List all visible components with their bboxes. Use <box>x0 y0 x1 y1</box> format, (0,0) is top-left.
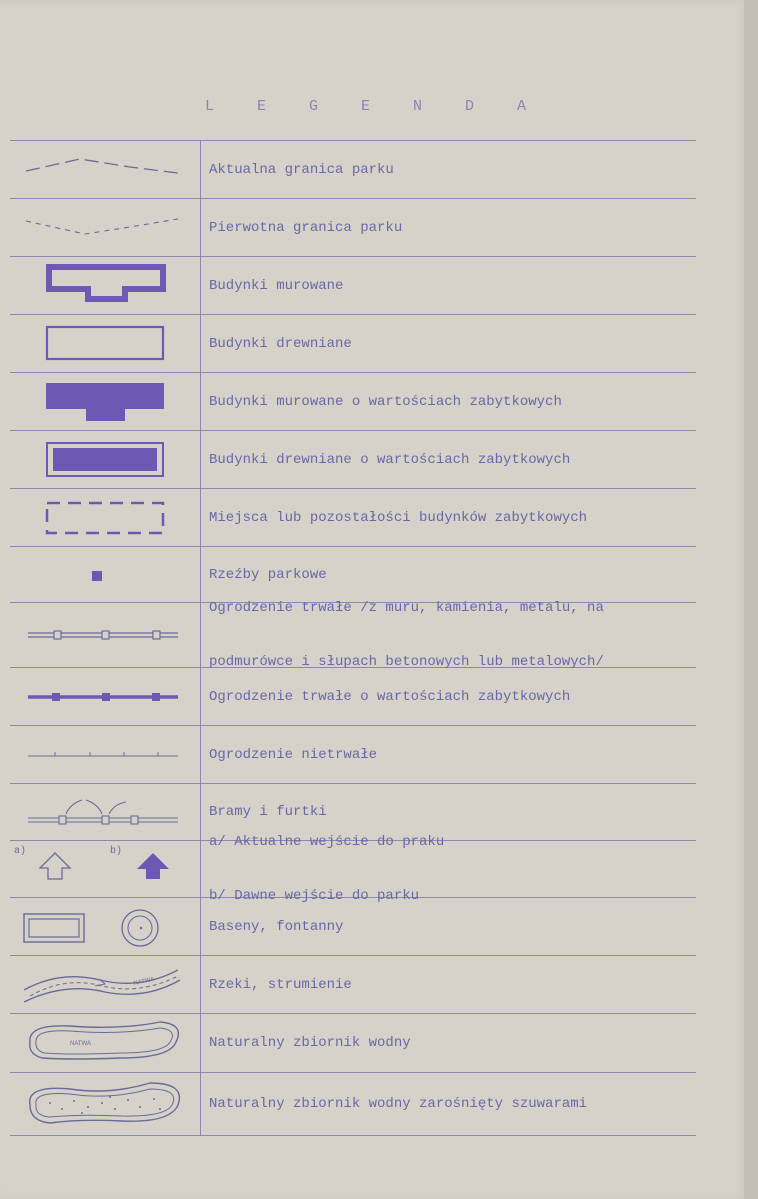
legend-label: Rzeźby parkowe <box>209 566 327 583</box>
page-edge <box>744 0 758 1199</box>
river-name-label: NATWA <box>133 976 155 987</box>
legend-label: Budynki murowane <box>209 277 344 294</box>
legend-label: Ogrodzenie nietrwałe <box>209 746 378 763</box>
legend-label: Ogrodzenie trwałe o wartościach zabytkowych <box>209 688 571 705</box>
pool-fountain-icon <box>10 898 201 955</box>
legend-label: a/ Aktualne wejście do praku <box>209 834 445 850</box>
legend-row <box>10 956 696 1014</box>
legend-label: Budynki drewniane <box>209 335 352 352</box>
current-entrance-arrow-icon <box>40 853 70 879</box>
river-icon <box>10 956 201 1013</box>
water-body-icon <box>10 1014 201 1072</box>
building-remains-icon <box>10 489 201 546</box>
temporary-fence-icon <box>10 726 201 783</box>
reed-water-body-icon <box>10 1073 201 1135</box>
wooden-building-icon <box>10 315 201 372</box>
permanent-fence-icon <box>10 603 201 667</box>
legend-row <box>10 199 696 257</box>
legend-row <box>10 141 696 199</box>
legend-label: Naturalny zbiornik wodny <box>209 1035 411 1051</box>
legend-label: Baseny, fontanny <box>209 918 344 935</box>
legend-row <box>10 600 696 670</box>
symbol-label-b: b) <box>110 846 123 857</box>
legend-label-block <box>201 834 696 904</box>
legend-label: Budynki murowane o wartościach zabytkowych <box>209 393 562 410</box>
legend-row <box>10 489 696 547</box>
legend-label: Aktualna granica parku <box>209 161 394 178</box>
legend-label: Miejsca lub pozostałości budynków zabytkowych <box>209 509 588 526</box>
current-park-boundary-icon <box>10 141 201 198</box>
legend-row <box>10 726 696 784</box>
legend-label: Pierwotna granica parku <box>209 219 403 236</box>
legend-row <box>10 668 696 726</box>
legend-label-line2: podmurówce i słupach betonowych lub metalowych/ <box>209 654 604 670</box>
former-entrance-arrow-icon <box>137 853 169 879</box>
original-park-boundary-icon <box>10 199 201 256</box>
legend-label-block <box>201 600 696 670</box>
historic-wooden-building-icon <box>10 431 201 488</box>
sculpture-icon <box>10 547 201 602</box>
symbol-label-a: a) <box>14 846 27 857</box>
entrance-arrows-icon <box>10 841 201 897</box>
legend-table <box>10 140 696 1136</box>
historic-masonry-building-icon <box>10 373 201 430</box>
masonry-building-icon <box>10 257 201 314</box>
legend-title: L E G E N D A <box>205 98 544 115</box>
legend-row <box>10 315 696 373</box>
historic-fence-icon <box>10 668 201 725</box>
gate-icon <box>10 784 201 840</box>
legend-row <box>10 1073 696 1136</box>
legend-label: Budynki drewniane o wartościach zabytkowych <box>209 451 571 468</box>
legend-row <box>10 898 696 956</box>
legend-row <box>10 257 696 315</box>
legend-label-line2: b/ Dawne wejście do parku <box>209 888 420 904</box>
legend-row <box>10 1014 696 1073</box>
legend-label: Naturalny zbiornik wodny zarośnięty szuwarami <box>209 1096 588 1112</box>
legend-row <box>10 834 696 904</box>
water-body-name-label: NATWA <box>70 1041 91 1047</box>
legend-label: Rzeki, strumienie <box>209 976 352 993</box>
legend-label: Ogrodzenie trwałe /z muru, kamienia, metalu, na <box>209 600 604 616</box>
legend-row <box>10 431 696 489</box>
legend-row <box>10 373 696 431</box>
legend-label: Bramy i furtki <box>209 804 327 820</box>
